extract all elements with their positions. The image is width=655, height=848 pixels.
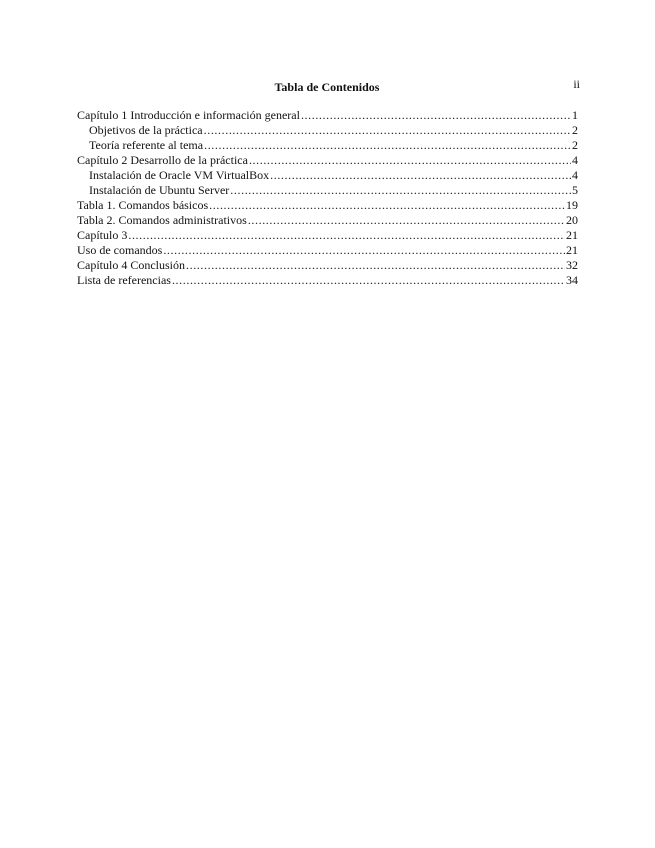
dot-leader: [128, 228, 565, 243]
toc-entry-page: 19: [566, 198, 578, 212]
toc-entry-capitulo-1[interactable]: [77, 108, 578, 123]
toc-entry-page: 2: [572, 138, 578, 152]
toc-entry-ubuntu-server[interactable]: [77, 183, 578, 198]
dot-leader: [172, 273, 565, 288]
toc-entry-tabla-1[interactable]: [77, 198, 578, 213]
toc-entry-page: 21: [566, 243, 578, 257]
dot-leader: [230, 183, 571, 198]
toc-entry-page: 1: [572, 108, 578, 122]
toc-entry-label: Uso de comandos: [77, 243, 163, 257]
toc-entry-uso-de-comandos[interactable]: [77, 243, 578, 258]
dot-leader: [249, 153, 571, 168]
dot-leader: [204, 138, 571, 153]
toc-entry-label: Teoría referente al tema: [89, 138, 204, 152]
toc-entry-label: Capítulo 3: [77, 228, 128, 242]
toc-entry-page: 20: [566, 213, 578, 227]
dot-leader: [204, 123, 571, 138]
toc-entry-page: 5: [572, 183, 578, 197]
toc-entry-page: 4: [572, 153, 578, 167]
toc-entry-label: Lista de referencias: [77, 273, 171, 287]
dot-leader: [163, 243, 565, 258]
toc-entry-page: 21: [566, 228, 578, 242]
dot-leader: [301, 108, 571, 123]
toc-entry-label: Instalación de Ubuntu Server: [89, 183, 230, 197]
toc-entry-label: Objetivos de la práctica: [89, 123, 203, 137]
toc-entry-label: Capítulo 1 Introducción e información general: [77, 108, 300, 122]
toc-entry-label: Tabla 1. Comandos básicos: [77, 198, 209, 212]
table-of-contents: [77, 108, 578, 288]
toc-entry-capitulo-3[interactable]: [77, 228, 578, 243]
toc-entry-objetivos[interactable]: [77, 123, 578, 138]
dot-leader: [209, 198, 565, 213]
dot-leader: [248, 213, 565, 228]
toc-entry-capitulo-4[interactable]: [77, 258, 578, 273]
toc-entry-teoria[interactable]: [77, 138, 578, 153]
toc-entry-virtualbox[interactable]: [77, 168, 578, 183]
toc-title: Tabla de Contenidos: [274, 80, 380, 94]
dot-leader: [270, 168, 571, 183]
page-number: ii: [573, 77, 580, 91]
toc-entry-referencias[interactable]: [77, 273, 578, 288]
toc-entry-page: 34: [566, 273, 578, 287]
toc-entry-page: 32: [566, 258, 578, 272]
toc-entry-label: Capítulo 4 Conclusión: [77, 258, 185, 272]
toc-entry-page: 4: [572, 168, 578, 182]
toc-entry-page: 2: [572, 123, 578, 137]
toc-entry-label: Tabla 2. Comandos administrativos: [77, 213, 247, 227]
toc-entry-tabla-2[interactable]: [77, 213, 578, 228]
toc-entry-label: Capítulo 2 Desarrollo de la práctica: [77, 153, 248, 167]
dot-leader: [186, 258, 565, 273]
toc-entry-capitulo-2[interactable]: [77, 153, 578, 168]
toc-entry-label: Instalación de Oracle VM VirtualBox: [89, 168, 270, 182]
